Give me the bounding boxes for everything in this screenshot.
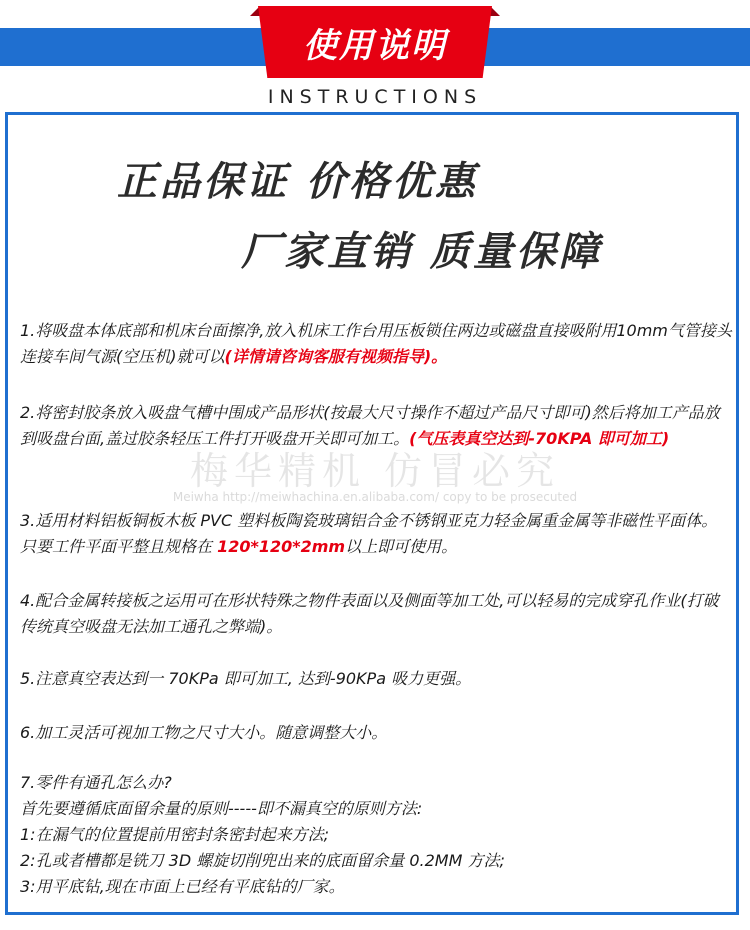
instruction-item-4	[20, 588, 732, 640]
page-title: 使用说明	[303, 26, 447, 66]
instruction-highlight: 120*120*2mm	[217, 537, 346, 556]
page-subtitle: INSTRUCTIONS	[267, 86, 483, 108]
slogan-line-1: 正品保证 价格优惠	[117, 159, 478, 205]
instruction-text: 1.将吸盘本体底部和机床台面擦净,放入机床工作台用压板锁住两边或磁盘直接吸附用10mm气管接头连接车间气源(空压机)就可以	[20, 321, 732, 366]
instruction-line: 3:用平底钻,现在市面上已经有平底钻的厂家。	[20, 877, 345, 896]
instruction-highlight: (气压表真空达到-70KPA 即可加工)	[409, 429, 670, 448]
slogan-line-2: 厂家直销 质量保障	[241, 229, 602, 275]
instruction-line: 2:孔或者槽都是铣刀 3D 螺旋切削兜出来的底面留余量 0.2MM 方法;	[20, 851, 505, 870]
instruction-item-6	[20, 720, 732, 746]
instruction-text: 3.适用材料铝板铜板木板 PVC 塑料板陶瓷玻璃铝合金不锈钢亚克力轻金属重金属等非磁性平面体。 只要工件平面平整且规格在	[20, 511, 718, 556]
instruction-line: 1:在漏气的位置提前用密封条密封起来方法;	[20, 825, 329, 844]
instruction-item-1	[20, 318, 732, 370]
instruction-text: 4.配合金属转接板之运用可在形状特殊之物件表面以及侧面等加工处,可以轻易的完成穿孔作业(打破传统真空吸盘无法加工通孔之弊端)。	[20, 591, 719, 636]
instruction-highlight: (详情请咨询客服有视频指导)。	[224, 347, 448, 366]
instruction-item-2	[20, 400, 732, 452]
instruction-text: 6.加工灵活可视加工物之尺寸大小。随意调整大小。	[20, 723, 388, 742]
instruction-item-3	[20, 508, 732, 560]
watermark-url: Meiwha http://meiwhachina.en.alibaba.com/ copy to be prosecuted	[172, 490, 578, 504]
instruction-line: 首先要遵循底面留余量的原则-----即不漏真空的原则方法:	[20, 799, 423, 818]
watermark-text: 梅华精机 仿冒必究	[189, 449, 561, 493]
instruction-line: 7.零件有通孔怎么办?	[20, 773, 172, 792]
instruction-text: 以上即可使用。	[345, 537, 458, 556]
instruction-item-7	[20, 770, 732, 900]
instruction-text: 2.将密封胶条放入吸盘气槽中围成产品形状(按最大尺寸操作不超过产品尺寸即可)然后将加工产品放到吸盘台面,盖过胶条轻压工件打开吸盘开关即可加工。	[20, 403, 720, 448]
instruction-item-5	[20, 666, 732, 692]
instruction-text: 5.注意真空表达到一 70KPa 即可加工, 达到-90KPa 吸力更强。	[20, 669, 472, 688]
